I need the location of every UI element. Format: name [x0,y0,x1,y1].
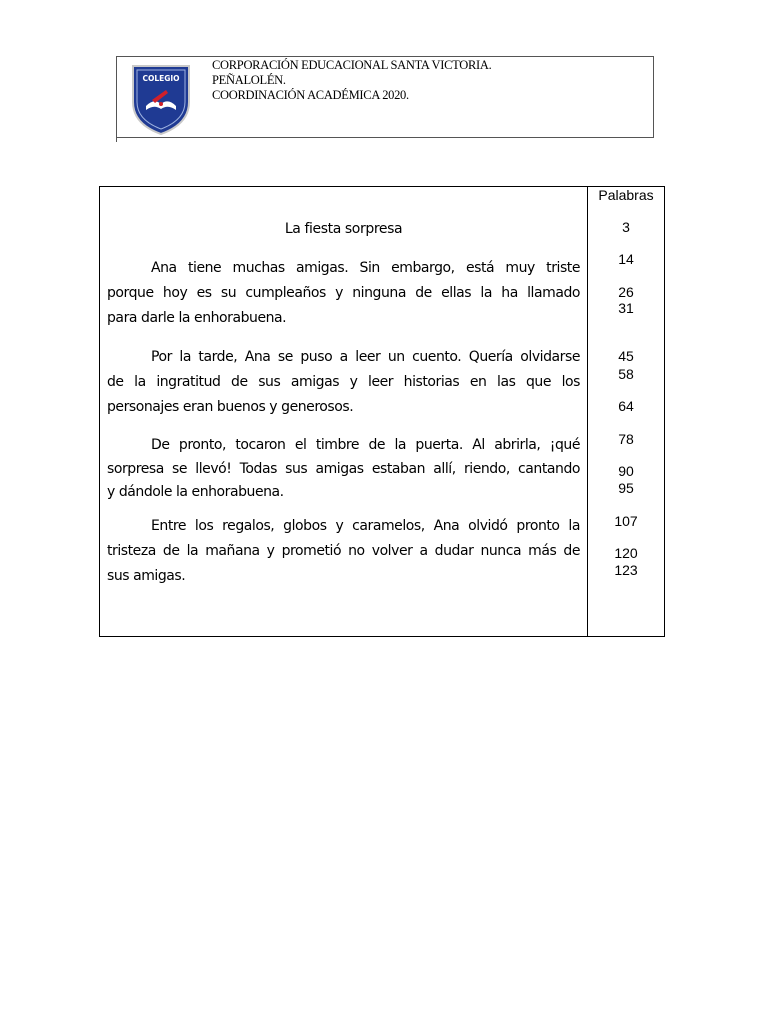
word-count: 123 [614,562,638,578]
paragraph-line: sus amigas. [107,568,186,584]
header-frame-edge [116,56,117,142]
paragraph-line: Por la tarde, Ana se puso a leer un cuento. Quería olvidarse [151,349,580,365]
story-title: La fiesta sorpresa [284,221,403,237]
school-crest-logo [130,62,192,136]
paragraph-line: Ana tiene muchas amigas. Sin embargo, está muy triste [151,260,580,276]
word-count: 26 [618,284,634,300]
word-count: 120 [614,545,638,561]
word-count: 107 [614,513,638,529]
institution-location: PEÑALOLÉN. [212,73,286,87]
word-count-title: 3 [622,219,630,235]
word-count: 58 [618,366,634,382]
institution-department: COORDINACIÓN ACADÉMICA 2020. [212,88,409,102]
paragraph-line: sorpresa se llevó! Todas sus amigas estaban allí, riendo, cantando [107,461,580,477]
paragraph-line: de la ingratitud de sus amigas y leer historias en las que los [107,374,580,390]
paragraph-line: porque hoy es su cumpleaños y ninguna de ellas la ha llamado [107,285,580,301]
paragraph-line: y dándole la enhorabuena. [107,484,284,500]
paragraph-line: personajes eran buenos y generosos. [107,399,354,415]
story-paragraph-4 [107,514,580,589]
paragraph-line: tristeza de la mañana y prometió no volver a dudar nunca más de [107,543,580,559]
word-count: 95 [618,480,634,496]
story-paragraph-3 [107,433,580,504]
word-count: 78 [618,431,634,447]
svg-text:COLEGIO: COLEGIO [142,74,180,83]
word-count: 64 [618,398,634,414]
paragraph-line: para darle la enhorabuena. [107,310,287,326]
word-count-column-header: Palabras [598,187,654,203]
word-count: 31 [618,300,634,316]
paragraph-line: Entre los regalos, globos y caramelos, Ana olvidó pronto la [151,518,580,534]
story-paragraph-2 [107,345,580,420]
institution-name: CORPORACIÓN EDUCACIONAL SANTA VICTORIA. [212,58,492,72]
word-count: 45 [618,348,634,364]
word-count: 14 [618,251,634,267]
header-text [212,58,491,103]
word-count: 90 [618,463,634,479]
story-paragraph-1 [107,256,580,331]
paragraph-line: De pronto, tocaron el timbre de la puerta. Al abrirla, ¡qué [151,437,580,453]
